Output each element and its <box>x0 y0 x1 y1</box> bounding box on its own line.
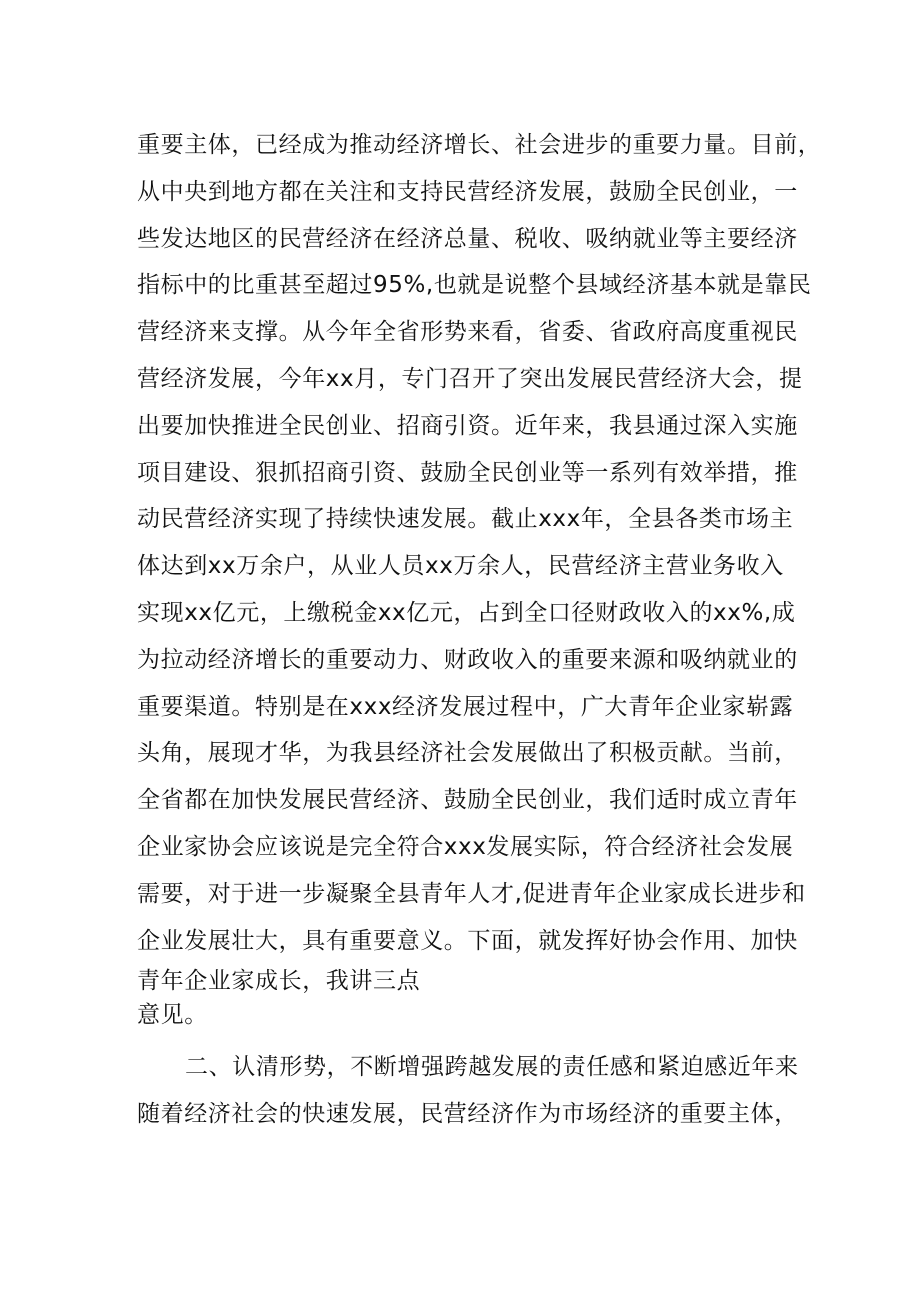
paragraph-line: 体达到xx万余户，从业人员xx万余人，民营经济主营业务收入 <box>137 553 784 580</box>
paragraph-line: 青年企业家成长，我讲三点 <box>137 968 421 995</box>
section-heading-line: 二、认清形势，不断增强跨越发展的责任感和紧迫感近年来 <box>185 1054 799 1081</box>
paragraph-line: 为拉动经济增长的重要动力、财政收入的重要来源和吸纳就业的 <box>137 646 798 673</box>
paragraph-line: 项目建设、狠抓招商引资、鼓励全民创业等一系列有效举措，推 <box>137 459 798 486</box>
paragraph-line: 从中央到地方都在关注和支持民营经济发展，鼓励全民创业，一 <box>137 178 798 205</box>
paragraph-line: 指标中的比重甚至超过95%,也就是说整个县域经济基本就是靠民 <box>137 272 812 299</box>
paragraph-line: 营经济发展，今年xx月，专门召开了突出发展民营经济大会，提 <box>137 365 803 392</box>
paragraph-line: 重要主体，已经成为推动经济增长、社会进步的重要力量。目前， <box>137 132 822 158</box>
paragraph-line: 实现xx亿元，上缴税金xx亿元，占到全口径财政收入的xx%,成 <box>137 599 796 626</box>
paragraph-line: 出要加快推进全民创业、招商引资。近年来，我县通过深入实施 <box>137 412 798 439</box>
body-text <box>137 122 822 1138</box>
paragraph-line: 企业发展壮大，具有重要意义。下面，就发挥好协会作用、加快 <box>137 927 798 954</box>
paragraph-line: 动民营经济实现了持续快速发展。截止xxx年，全县各类市场主 <box>137 506 794 533</box>
paragraph-line: 头角，展现才华，为我县经济社会发展做出了积极贡献。当前， <box>137 740 798 767</box>
paragraph-line: 些发达地区的民营经济在经济总量、税收、吸纳就业等主要经济 <box>137 225 798 252</box>
paragraph-line: 随着经济社会的快速发展，民营经济作为市场经济的重要主体， <box>137 1101 798 1128</box>
paragraph-line: 意见。 <box>137 1002 208 1029</box>
paragraph-line: 全省都在加快发展民营经济、鼓励全民创业，我们适时成立青年 <box>137 787 798 814</box>
paragraph-line: 营经济来支撑。从今年全省形势来看，省委、省政府高度重视民 <box>137 319 798 346</box>
paragraph-line: 需要，对于进一步凝聚全县青年人才,促进青年企业家成长进步和 <box>137 880 806 907</box>
paragraph-line: 重要渠道。特别是在xxx经济发展过程中，广大青年企业家崭露 <box>137 693 794 720</box>
paragraph-line: 企业家协会应该说是完全符合xxx发展实际，符合经济社会发展 <box>137 833 794 860</box>
